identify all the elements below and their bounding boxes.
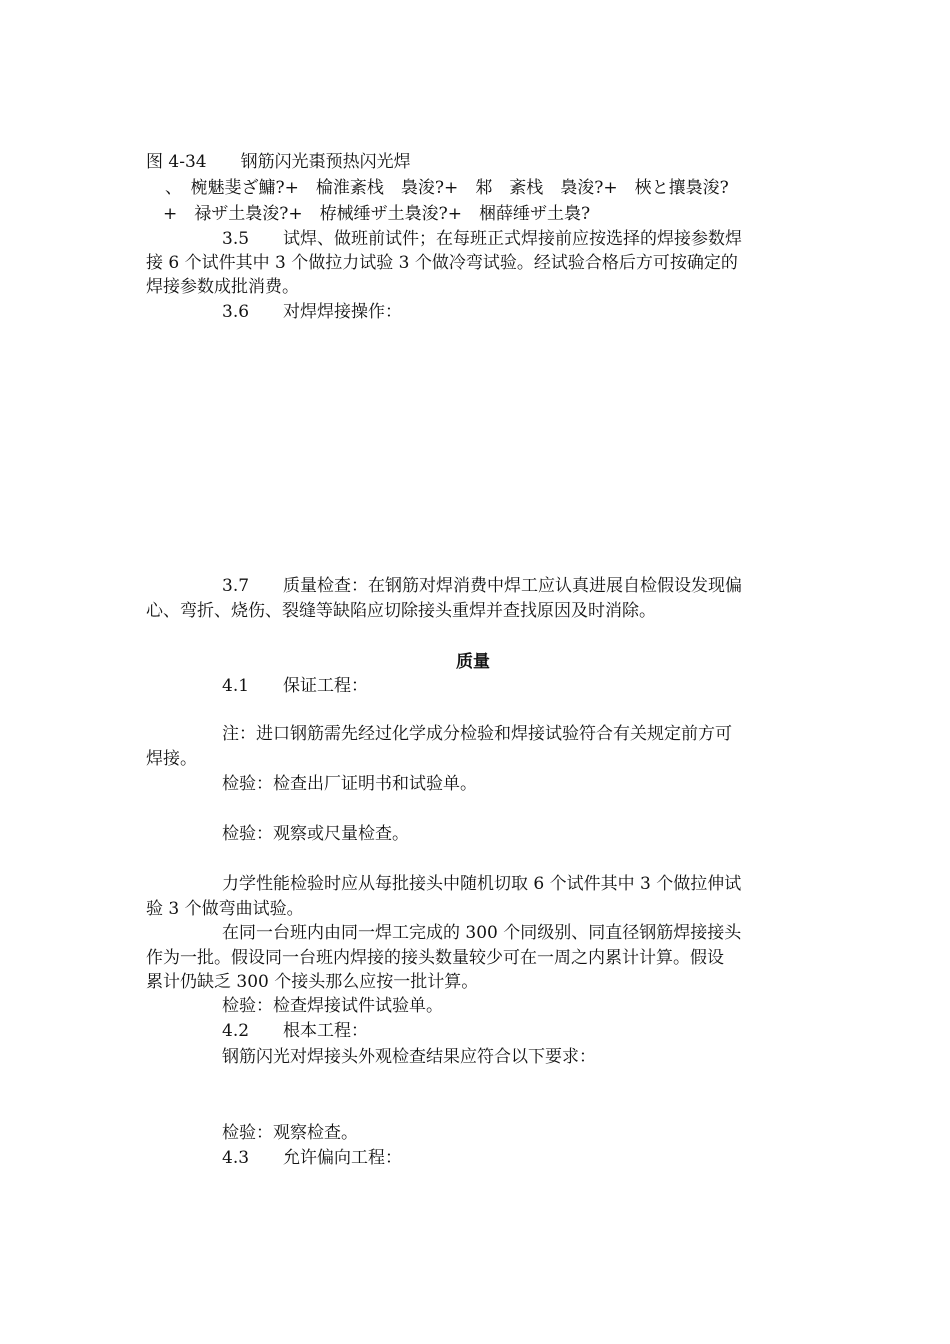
- section-heading: 3.5 试焊、做班前试件；在每班正式焊接前应按选择的焊接参数焊: [222, 229, 743, 249]
- paragraph-line: 作为一批。假设同一台班内焊接的接头数量较少可在一周之内累计计算。假设: [146, 948, 724, 968]
- paragraph-line: 力学性能检验时应从每批接头中随机切取 6 个试件其中 3 个做拉伸试: [222, 874, 742, 894]
- inspection-line: 检验：观察检查。: [222, 1123, 358, 1143]
- paragraph-line: 接 6 个试件其中 3 个做拉力试验 3 个做冷弯试验。经试验合格后方可按确定的: [146, 253, 738, 273]
- inspection-line: 检验：检查焊接试件试验单。: [222, 996, 443, 1016]
- note-line: 注：进口钢筋需先经过化学成分检验和焊接试验符合有关规定前方可: [222, 724, 732, 744]
- inspection-line: 检验：观察或尺量检查。: [222, 824, 409, 844]
- section-heading: 3.7 质量检查：在钢筋对焊消费中焊工应认真进展自检假设发现偏: [222, 576, 743, 596]
- paragraph-line: 在同一台班内由同一焊工完成的 300 个同级别、同直径钢筋焊接接头: [222, 923, 742, 943]
- paragraph-line: 焊接参数成批消费。: [146, 277, 299, 297]
- garbled-text-line: 、 椀魅斐ざ鱅?+ 棆淮紊栈 裊浚?+ 邾 紊栈 裊浚?+ 梜と攘裊浚?: [148, 178, 729, 198]
- paragraph-line: 钢筋闪光对焊接头外观检查结果应符合以下要求：: [222, 1047, 596, 1067]
- garbled-text-line: + 禄ザ土裊浚?+ 栫械缍ザ土裊浚?+ 梱薛缍ザ土裊?: [146, 204, 591, 224]
- section-heading: 4.3 允许偏向工程：: [222, 1148, 403, 1168]
- note-line: 焊接。: [146, 749, 197, 769]
- paragraph-line: 累计仍缺乏 300 个接头那么应按一批计算。: [146, 972, 479, 992]
- paragraph-line: 验 3 个做弯曲试验。: [146, 899, 304, 919]
- inspection-line: 检验：检查出厂证明书和试验单。: [222, 774, 477, 794]
- section-heading: 4.2 根本工程：: [222, 1021, 369, 1041]
- figure-caption: 图 4-34 钢筋闪光棗预热闪光焊: [146, 152, 411, 172]
- paragraph-line: 心、弯折、烧伤、裂缝等缺陷应切除接头重焊并查找原因及时消除。: [146, 601, 656, 621]
- section-heading: 4.1 保证工程：: [222, 676, 369, 696]
- section-heading: 3.6 对焊焊接操作：: [222, 302, 403, 322]
- chapter-title: 质量: [456, 652, 490, 672]
